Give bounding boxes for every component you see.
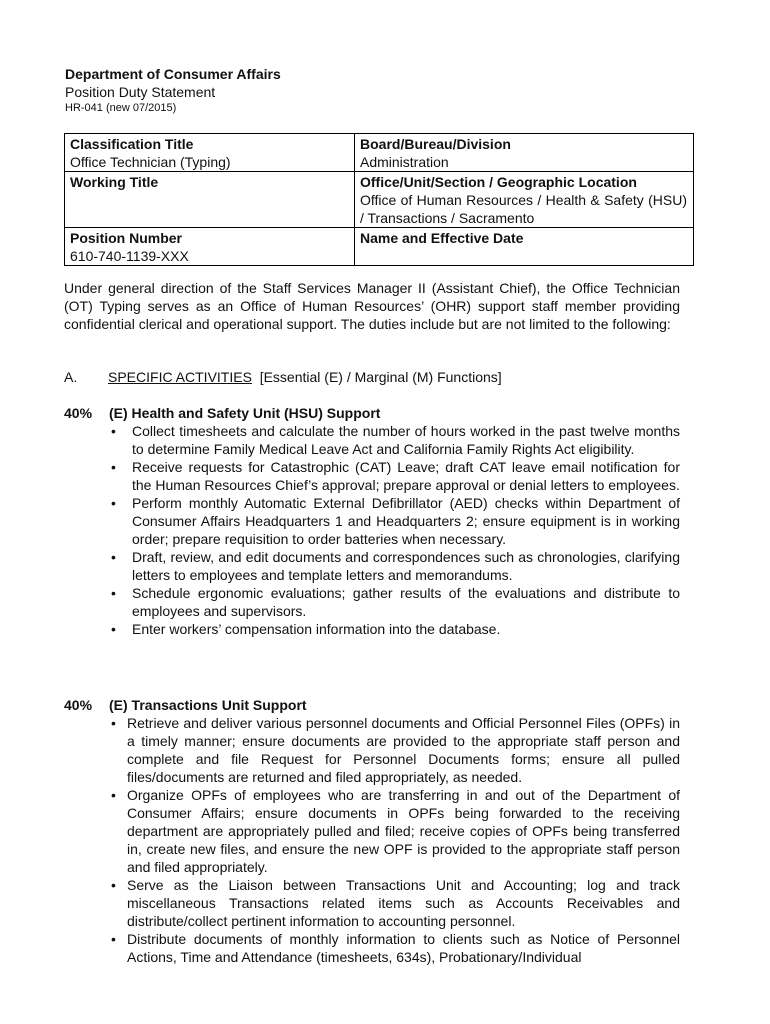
department-name: Department of Consumer Affairs bbox=[65, 66, 281, 82]
duty-group-title: (E) Health and Safety Unit (HSU) Support bbox=[109, 405, 381, 421]
name-date-label: Name and Effective Date bbox=[360, 230, 524, 246]
duty-item: • Enter workers’ compensation information into the database. bbox=[64, 620, 680, 638]
office-value: Office of Human Resources / Health & Safety (HSU) / Transactions / Sacramento bbox=[360, 192, 687, 226]
duty-item: • Perform monthly Automatic External Defibrillator (AED) checks within Department of Consumer Affairs Headquarters 1 and Headquarters 2; ensure equipment is in working order; prepare requisition to order batteries when necessary. bbox=[64, 494, 680, 548]
duty-item: • Serve as the Liaison between Transactions Unit and Accounting; log and track miscellaneous Transactions related items such as Accounts Receivables and distribute/collect pertinent information to accounting personnel. bbox=[64, 876, 680, 930]
classification-title-value: Office Technician (Typing) bbox=[70, 154, 231, 170]
duty-item: • Receive requests for Catastrophic (CAT) Leave; draft CAT leave email notification for the Human Resources Chief’s approval; prepare approval or denial letters to employees. bbox=[64, 458, 680, 494]
working-title-label: Working Title bbox=[70, 174, 159, 190]
duty-percent: 40% bbox=[64, 697, 93, 713]
section-a-heading bbox=[64, 368, 502, 386]
classification-title-label: Classification Title bbox=[70, 136, 194, 152]
duty-group-transactions bbox=[64, 696, 680, 966]
duty-item: • Retrieve and deliver various personnel documents and Official Personnel Files (OPFs) in a timely manner; ensure documents are provided to the appropriate staff person and complete and file Request for Personnel Documents forms; ensure all pulled files/documents are returned and filed appropriately, as needed. bbox=[64, 714, 680, 786]
board-cell bbox=[355, 134, 694, 172]
duty-item: • Organize OPFs of employees who are transferring in and out of the Department of Consumer Affairs; ensure documents in OPFs being forwarded to the receiving department are appropriately pulled and filed; receive copies of OPFs being transferred in, create new files, and ensure the new OPF is provided to the appropriate staff person and filed appropriately. bbox=[64, 786, 680, 876]
classification-cell bbox=[65, 134, 355, 172]
duty-list bbox=[64, 714, 680, 966]
duty-item: • Draft, review, and edit documents and correspondences such as chronologies, clarifying letters to employees and template letters and memorandums. bbox=[64, 548, 680, 584]
section-title: SPECIFIC ACTIVITIES bbox=[108, 369, 252, 385]
duty-group-title: (E) Transactions Unit Support bbox=[109, 697, 307, 713]
position-number-cell bbox=[65, 228, 355, 266]
duty-group-heading bbox=[64, 404, 680, 422]
duty-group-heading bbox=[64, 696, 680, 714]
working-title-cell bbox=[65, 172, 355, 228]
document-header bbox=[65, 66, 281, 116]
position-number-value: 610-740-1139-XXX bbox=[70, 248, 189, 264]
board-label: Board/Bureau/Division bbox=[360, 136, 511, 152]
position-number-label: Position Number bbox=[70, 230, 183, 246]
board-value: Administration bbox=[360, 154, 449, 170]
duty-item: • Collect timesheets and calculate the number of hours worked in the past twelve months to determine Family Medical Leave Act and California Family Rights Act eligibility. bbox=[64, 422, 680, 458]
name-date-cell bbox=[355, 228, 694, 266]
duty-list bbox=[64, 422, 680, 638]
duty-percent: 40% bbox=[64, 405, 93, 421]
intro-paragraph: Under general direction of the Staff Services Manager II (Assistant Chief), the Office Technician (OT) Typing serves as an Office of Human Resources’ (OHR) support staff member providing confidential clerical and operational support. The duties include but are not limited to the following: bbox=[64, 280, 680, 332]
office-label: Office/Unit/Section / Geographic Location bbox=[360, 174, 637, 190]
document-title: Position Duty Statement bbox=[65, 84, 216, 100]
section-subtitle: [Essential (E) / Marginal (M) Functions] bbox=[259, 369, 502, 385]
office-cell bbox=[355, 172, 694, 228]
section-letter: A. bbox=[64, 369, 78, 385]
duty-item: • Distribute documents of monthly information to clients such as Notice of Personnel Actions, Time and Attendance (timesheets, 634s), Probationary/Individual bbox=[64, 930, 680, 966]
duty-group-hsu bbox=[64, 404, 680, 638]
position-info-table bbox=[64, 133, 694, 266]
form-code: HR-041 (new 07/2015) bbox=[65, 102, 177, 114]
duty-item: • Schedule ergonomic evaluations; gather results of the evaluations and distribute to employees and supervisors. bbox=[64, 584, 680, 620]
